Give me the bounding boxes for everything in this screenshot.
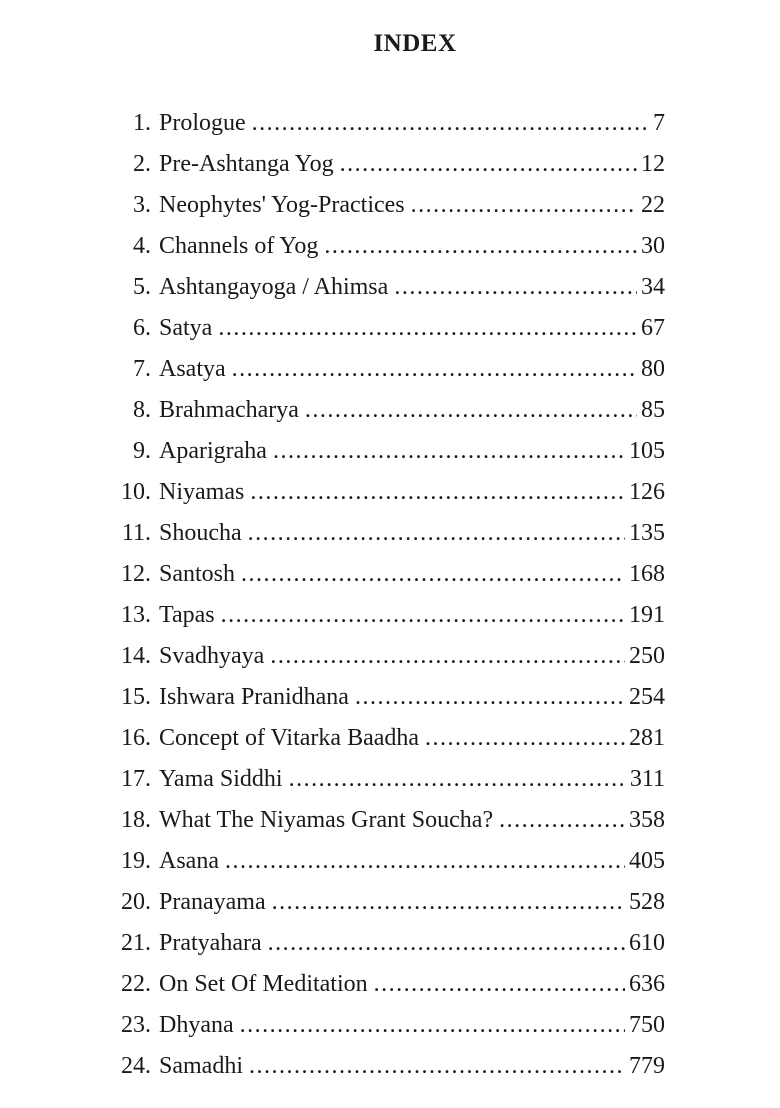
entry-title: Svadhyaya (159, 643, 265, 669)
entry-title: Tapas (159, 602, 215, 628)
entry-title: Asatya (159, 356, 226, 382)
entry-number: 19. (121, 848, 151, 874)
entry-title: Prologue (159, 110, 246, 136)
entry-number: 3. (133, 192, 151, 218)
dot-leader (225, 841, 625, 882)
entry-title: Pre-Ashtanga Yog (159, 151, 334, 177)
entry-number: 20. (121, 889, 151, 915)
toc-entry (100, 185, 665, 226)
entry-title: Pranayama (159, 889, 266, 915)
entry-title: Asana (159, 848, 219, 874)
page-title: INDEX (373, 30, 457, 57)
dot-leader (268, 923, 625, 964)
entry-title: Ishwara Pranidhana (159, 684, 349, 710)
entry-title: Channels of Yog (159, 233, 319, 259)
dot-leader (241, 554, 625, 595)
toc-entry (100, 759, 665, 800)
entry-page: 250 (629, 643, 665, 669)
toc-entry (100, 308, 665, 349)
toc-entry (100, 267, 665, 308)
toc-entry (100, 144, 665, 185)
entry-page: 12 (641, 151, 665, 177)
entry-title: Satya (159, 315, 213, 341)
dot-leader (272, 882, 625, 923)
dot-leader (270, 636, 625, 677)
toc-entry (100, 800, 665, 841)
entry-number: 22. (121, 971, 151, 997)
dot-leader (499, 800, 625, 841)
dot-leader (374, 964, 625, 1005)
toc-entry (100, 472, 665, 513)
entry-number: 14. (121, 643, 151, 669)
entry-page: 750 (629, 1012, 665, 1038)
dot-leader (221, 595, 625, 636)
toc-entry (100, 390, 665, 431)
entry-number: 6. (133, 315, 151, 341)
dot-leader (232, 349, 637, 390)
entry-number: 15. (121, 684, 151, 710)
dot-leader (289, 759, 626, 800)
entry-page: 22 (641, 192, 665, 218)
dot-leader (324, 226, 637, 267)
entry-page: 7 (653, 110, 665, 136)
entry-number: 21. (121, 930, 151, 956)
dot-leader (305, 390, 637, 431)
dot-leader (411, 185, 637, 226)
toc-entry (100, 431, 665, 472)
toc-entry (100, 1046, 665, 1087)
dot-leader (340, 144, 637, 185)
entry-title: Aparigraha (159, 438, 267, 464)
entry-page: 191 (629, 602, 665, 628)
entry-page: 168 (629, 561, 665, 587)
entry-number: 1. (133, 110, 151, 136)
toc-entry (100, 103, 665, 144)
entry-page: 105 (629, 438, 665, 464)
entry-page: 779 (629, 1053, 665, 1079)
entry-number: 5. (133, 274, 151, 300)
entry-number: 7. (133, 356, 151, 382)
toc-entry (100, 513, 665, 554)
entry-page: 358 (629, 807, 665, 833)
toc-entry (100, 964, 665, 1005)
toc-entry (100, 718, 665, 759)
dot-leader (425, 718, 625, 759)
entry-title: Concept of Vitarka Baadha (159, 725, 420, 751)
entry-page: 85 (641, 397, 665, 423)
entry-title: Pratyahara (159, 930, 262, 956)
dot-leader (252, 103, 649, 144)
entry-number: 16. (121, 725, 151, 751)
dot-leader (218, 308, 637, 349)
entry-number: 2. (133, 151, 151, 177)
entry-title: Neophytes' Yog-Practices (159, 192, 405, 218)
entry-title: Santosh (159, 561, 236, 587)
dot-leader (394, 267, 637, 308)
entry-page: 80 (641, 356, 665, 382)
entry-number: 11. (121, 520, 151, 546)
toc-entry (100, 882, 665, 923)
entry-number: 4. (133, 233, 151, 259)
toc-entry (100, 554, 665, 595)
entry-page: 281 (629, 725, 665, 751)
entry-title: Yama Siddhi (159, 766, 283, 792)
entry-title: Dhyana (159, 1012, 234, 1038)
toc-entry (100, 841, 665, 882)
entry-page: 254 (629, 684, 665, 710)
entry-number: 13. (121, 602, 151, 628)
entry-page: 311 (629, 766, 665, 792)
entry-page: 405 (629, 848, 665, 874)
entry-page: 30 (641, 233, 665, 259)
entry-title: On Set Of Meditation (159, 971, 368, 997)
toc-entry (100, 1005, 665, 1046)
dot-leader (240, 1005, 625, 1046)
entry-number: 23. (121, 1012, 151, 1038)
entry-page: 34 (641, 274, 665, 300)
entry-number: 18. (121, 807, 151, 833)
entry-page: 67 (641, 315, 665, 341)
entry-title: Brahmacharya (159, 397, 299, 423)
entry-number: 9. (133, 438, 151, 464)
entry-number: 17. (121, 766, 151, 792)
table-of-contents (100, 103, 665, 1087)
dot-leader (250, 472, 625, 513)
entry-page: 126 (629, 479, 665, 505)
entry-title: Niyamas (159, 479, 245, 505)
entry-title: Samadhi (159, 1053, 243, 1079)
entry-number: 10. (121, 479, 151, 505)
toc-entry (100, 636, 665, 677)
toc-entry (100, 595, 665, 636)
entry-number: 24. (121, 1053, 151, 1079)
entry-number: 8. (133, 397, 151, 423)
entry-title: Ashtangayoga / Ahimsa (159, 274, 389, 300)
toc-entry (100, 923, 665, 964)
toc-entry (100, 677, 665, 718)
entry-page: 528 (629, 889, 665, 915)
dot-leader (248, 513, 625, 554)
entry-number: 12. (121, 561, 151, 587)
toc-entry (100, 349, 665, 390)
entry-page: 636 (629, 971, 665, 997)
dot-leader (273, 431, 625, 472)
entry-page: 135 (629, 520, 665, 546)
dot-leader (249, 1046, 625, 1087)
entry-page: 610 (629, 930, 665, 956)
entry-title: What The Niyamas Grant Soucha? (159, 807, 494, 833)
toc-entry (100, 226, 665, 267)
dot-leader (355, 677, 625, 718)
entry-title: Shoucha (159, 520, 242, 546)
